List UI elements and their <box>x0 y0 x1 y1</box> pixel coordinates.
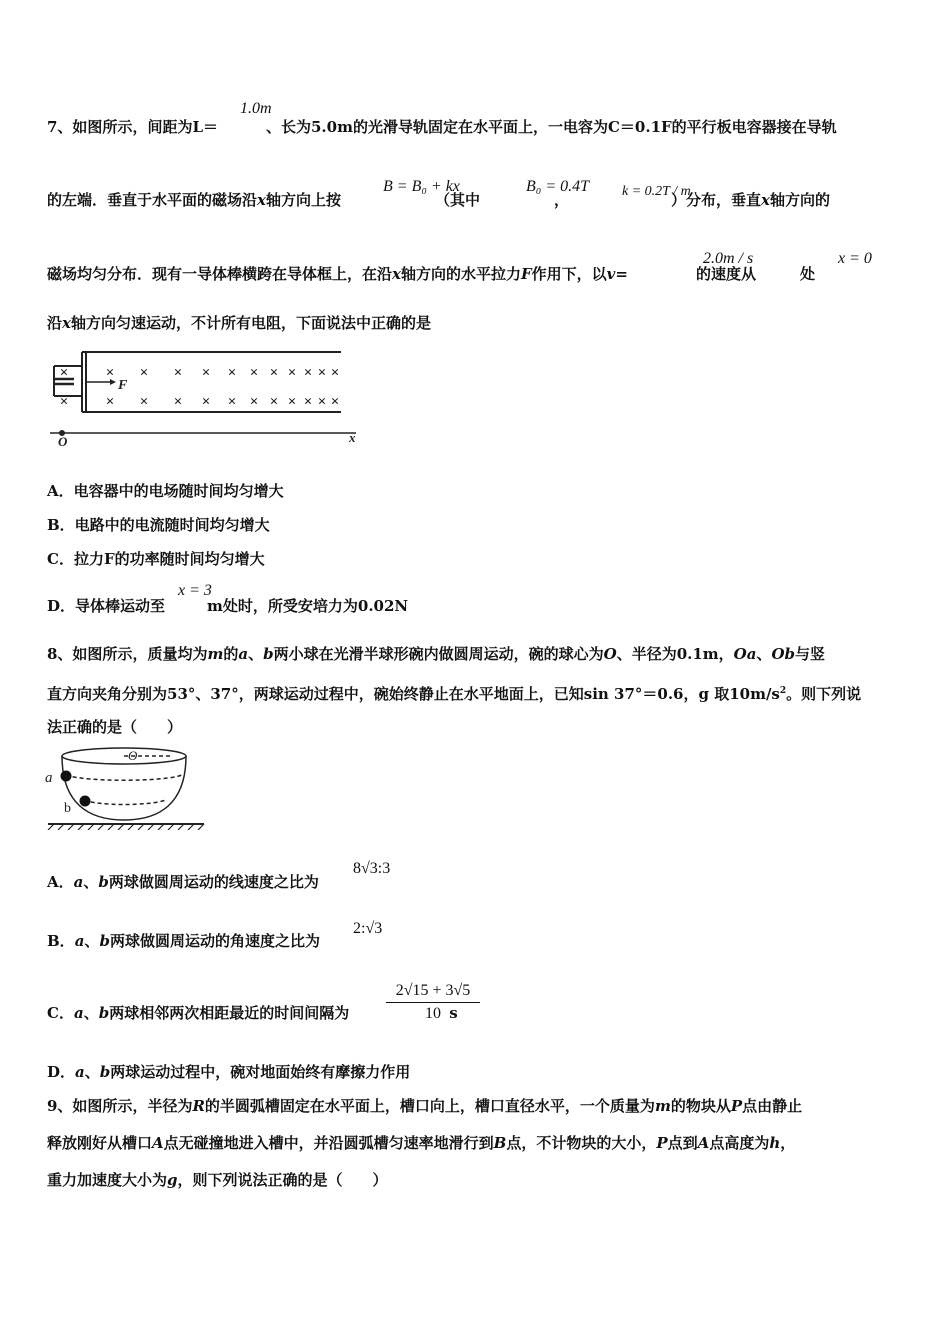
q7-fig-cross: × <box>105 365 115 381</box>
q8-figure-bowl <box>44 744 208 830</box>
q7-math-B: B = B₀ + kx <box>383 178 460 195</box>
q9-line2: 释放刚好从槽口A点无碰撞地进入槽中，并沿圆弧槽匀速率地滑行到B点，不计物块的大小，P点到A点高度为h， <box>47 1134 796 1152</box>
q8-option-c[interactable]: C．a、b两球相邻两次相距最近的时间间隔为 s <box>47 1004 458 1022</box>
q7-fig-cross: × <box>105 394 115 410</box>
q8-line1: 8、如图所示，质量均为m的a、b两小球在光滑半球形碗内做圆周运动，碗的球心为O、半径为0.1m，Oa、Ob与竖 <box>47 645 826 663</box>
q7-fig-cross: × <box>139 394 149 410</box>
q9-line1: 9、如图所示，半径为R的半圆弧槽固定在水平面上，槽口向上，槽口直径水平，一个质量为m的物块从P点由静止 <box>47 1097 803 1115</box>
q8-option-b[interactable]: B．a、b两球做圆周运动的角速度之比为 <box>47 932 320 950</box>
q7-fig-cross: × <box>303 394 313 410</box>
q7-line4: 沿x轴方向匀速运动，不计所有电阻，下面说法中正确的是 <box>47 314 431 332</box>
q7-fig-cross: × <box>303 365 313 381</box>
q8-line3: 法正确的是（ ） <box>47 718 183 736</box>
q7-fig-cross: × <box>330 365 340 381</box>
q7-math-B0: B₀ = 0.4T <box>526 178 590 195</box>
q8-line2: 直方向夹角分别为53°、37°，两球运动过程中，碗始终静止在水平地面上，已知sin 37°＝0.6，g 取$10m/s^2$。则下列说 <box>47 685 862 703</box>
q7-option-a[interactable]: A．电容器中的电场随时间均匀增大 <box>47 482 284 500</box>
q8-fig-O-label: O <box>128 748 138 763</box>
q7-fig-cross: × <box>173 394 183 410</box>
q7-fig-x-label: x <box>349 430 356 445</box>
q7-fig-cross: × <box>227 365 237 381</box>
q7-fig-cross: × <box>201 365 211 381</box>
q7-fig-cross: × <box>249 365 259 381</box>
q7-math-L: 1.0m <box>240 100 272 117</box>
q8-option-a[interactable]: A．a、b两球做圆周运动的线速度之比为 <box>47 873 319 891</box>
q7-fig-cross: × <box>139 365 149 381</box>
q8-math-option-a: 8√3:3 <box>353 860 391 877</box>
q7-option-b[interactable]: B．电路中的电流随时间均匀增大 <box>47 516 270 534</box>
q8-option-d[interactable]: D．a、b两球运动过程中，碗对地面始终有摩擦力作用 <box>47 1063 411 1081</box>
q7-option-c[interactable]: C．拉力F的功率随时间均匀增大 <box>47 550 265 568</box>
q7-math-x3: x = 3 <box>178 582 212 599</box>
q7-fig-cross-c1: × <box>59 365 69 381</box>
q8-math-denominator: 10 <box>425 1005 441 1022</box>
q7-fig-cross: × <box>249 394 259 410</box>
q7-fig-cross: × <box>227 394 237 410</box>
q7-line1: 7、如图所示，间距为L＝ 、长为5.0m的光滑导轨固定在水平面上，一电容为C＝0.1F的平行板电容器接在导轨 <box>47 118 837 136</box>
q8-math-numerator: 2√15 + 3√5 <box>386 982 480 1003</box>
q8-math-option-b: 2:√3 <box>353 920 383 937</box>
q7-fig-F-label: F <box>118 378 128 393</box>
q7-fig-cross: × <box>330 394 340 410</box>
q7-fig-cross: × <box>287 394 297 410</box>
q7-math-x0: x = 0 <box>838 250 872 267</box>
q7-figure-rails <box>44 346 364 448</box>
q7-line3: 磁场均匀分布．现有一导体棒横跨在导体框上，在沿x轴方向的水平拉力F作用下，以v= 的速度从 处 <box>47 265 815 283</box>
q7-math-k: k = 0.2T / m <box>622 184 691 199</box>
q7-fig-cross: × <box>269 394 279 410</box>
q8-fig-b-label: b <box>64 801 71 816</box>
q8-fig-a-label: a <box>45 770 53 786</box>
q7-fig-cross: × <box>317 365 327 381</box>
q7-line2: 的左端．垂直于水平面的磁场沿x轴方向上按 （其中 ， ）分布，垂直x轴方向的 <box>47 191 830 209</box>
q7-fig-cross-c2: × <box>59 394 69 410</box>
q7-option-d[interactable]: D．导体棒运动至 m处时，所受安培力为0.02N <box>47 597 409 615</box>
q7-math-v: 2.0m / s <box>703 250 754 267</box>
q9-line3: 重力加速度大小为g，则下列说法正确的是（ ） <box>47 1171 388 1189</box>
q7-fig-cross: × <box>201 394 211 410</box>
q7-fig-O-label: O <box>58 434 68 448</box>
q7-fig-cross: × <box>173 365 183 381</box>
q8-math-option-c-fraction <box>386 982 480 1023</box>
q7-fig-cross: × <box>287 365 297 381</box>
q7-fig-cross: × <box>269 365 279 381</box>
q7-fig-cross: × <box>317 394 327 410</box>
